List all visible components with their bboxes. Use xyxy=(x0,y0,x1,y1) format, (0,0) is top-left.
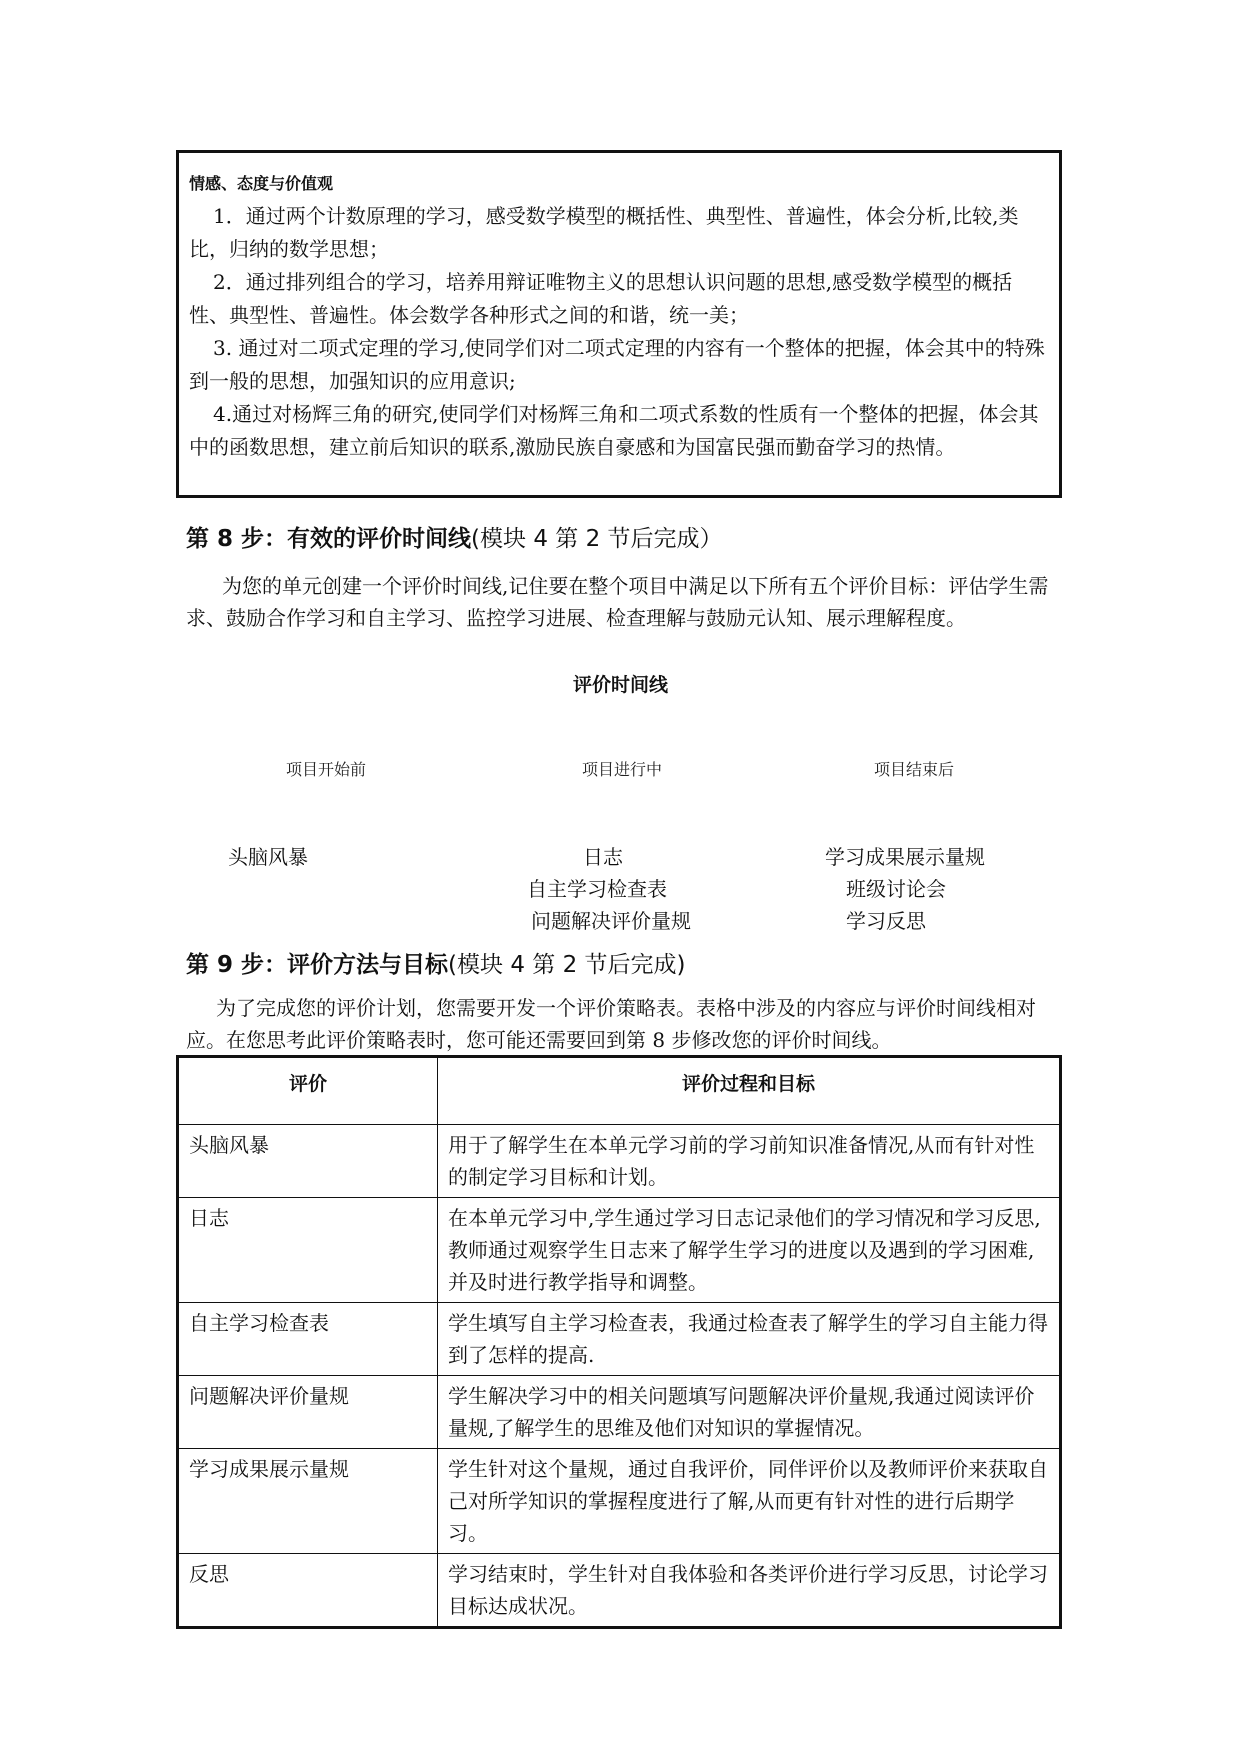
table-row xyxy=(178,1376,1061,1449)
step8-heading-tail: (模块 4 第 2 节后完成） xyxy=(471,526,723,552)
table-cell-method: 头脑风暴 xyxy=(178,1125,438,1198)
table-cell-description: 用于了解学生在本单元学习前的学习前知识准备情况,从而有针对性的制定学习目标和计划。 xyxy=(438,1125,1061,1198)
table-row xyxy=(178,1125,1061,1198)
table-cell-description: 学生填写自主学习检查表，我通过检查表了解学生的学习自主能力得到了怎样的提高. xyxy=(438,1303,1061,1376)
step9-heading-tail: (模块 4 第 2 节后完成) xyxy=(448,952,686,978)
table-cell-method: 学习成果展示量规 xyxy=(178,1449,438,1554)
timeline-item: 学习成果展示量规 xyxy=(825,845,985,869)
timeline-phase-during: 项目进行中 xyxy=(582,760,663,779)
timeline-title: 评价时间线 xyxy=(572,674,668,696)
affect-box-title: 情感、态度与价值观 xyxy=(189,174,334,193)
affect-paragraph-3: 3. 通过对二项式定理的学习,使同学们对二项式定理的内容有一个整体的把握，体会其中的特殊到一般的思想，加强知识的应用意识; xyxy=(189,336,1045,393)
step9-heading-main: 第 9 步：评价方法与目标 xyxy=(186,952,449,978)
timeline-item: 学习反思 xyxy=(846,909,926,933)
table-cell-method: 反思 xyxy=(178,1554,438,1628)
affect-paragraph-2: 2．通过排列组合的学习，培养用辩证唯物主义的思想认识问题的思想,感受数学模型的概括性、典型性、普遍性。体会数学各种形式之间的和谐，统一美； xyxy=(189,270,1013,327)
table-cell-description: 在本单元学习中,学生通过学习日志记录他们的学习情况和学习反思,教师通过观察学生日志来了解学生学习的进度以及遇到的学习困难,并及时进行教学指导和调整。 xyxy=(438,1198,1061,1303)
table-row xyxy=(178,1449,1061,1554)
timeline-item: 日志 xyxy=(583,845,623,869)
step9-heading xyxy=(186,946,686,979)
affect-paragraph-1: 1．通过两个计数原理的学习，感受数学模型的概括性、典型性、普遍性，体会分析,比较,类比，归纳的数学思想； xyxy=(189,204,1019,261)
table-cell-description: 学生针对这个量规，通过自我评价，同伴评价以及教师评价来获取自己对所学知识的掌握程度进行了解,从而更有针对性的进行后期学习。 xyxy=(438,1449,1061,1554)
table-header-evaluation: 评价 xyxy=(178,1057,438,1125)
table-header-process-goals: 评价过程和目标 xyxy=(438,1057,1061,1125)
step8-heading xyxy=(186,520,723,553)
table-header-row xyxy=(178,1057,1061,1125)
timeline-item: 自主学习检查表 xyxy=(527,877,667,901)
step8-heading-main: 第 8 步：有效的评价时间线 xyxy=(186,526,472,552)
table-row xyxy=(178,1303,1061,1376)
table-cell-method: 自主学习检查表 xyxy=(178,1303,438,1376)
timeline-item: 头脑风暴 xyxy=(228,845,308,869)
timeline-item: 问题解决评价量规 xyxy=(531,909,691,933)
table-row xyxy=(178,1198,1061,1303)
timeline-phase-before: 项目开始前 xyxy=(286,760,367,779)
timeline-phase-after: 项目结束后 xyxy=(874,760,955,779)
table-cell-method: 日志 xyxy=(178,1198,438,1303)
step8-paragraph: 为您的单元创建一个评价时间线,记住要在整个项目中满足以下所有五个评价目标：评估学生需求、鼓励合作学习和自主学习、监控学习进展、检查理解与鼓励元认知、展示理解程度。 xyxy=(186,574,1049,630)
step9-paragraph: 为了完成您的评价计划，您需要开发一个评价策略表。表格中涉及的内容应与评价时间线相对应。在您思考此评价策略表时，您可能还需要回到第 8 步修改您的评价时间线。 xyxy=(186,996,1036,1052)
table-row xyxy=(178,1554,1061,1628)
table-cell-method: 问题解决评价量规 xyxy=(178,1376,438,1449)
timeline-item: 班级讨论会 xyxy=(846,877,946,901)
evaluation-strategy-table xyxy=(176,1055,1062,1629)
affect-paragraph-4: 4.通过对杨辉三角的研究,使同学们对杨辉三角和二项式系数的性质有一个整体的把握，体会其中的函数思想，建立前后知识的联系,激励民族自豪感和为国富民强而勤奋学习的热情。 xyxy=(189,402,1039,459)
affect-attitude-values-box xyxy=(176,150,1062,498)
table-cell-description: 学生解决学习中的相关问题填写问题解决评价量规,我通过阅读评价量规,了解学生的思维及他们对知识的掌握情况。 xyxy=(438,1376,1061,1449)
table-cell-description: 学习结束时，学生针对自我体验和各类评价进行学习反思，讨论学习目标达成状况。 xyxy=(438,1554,1061,1628)
